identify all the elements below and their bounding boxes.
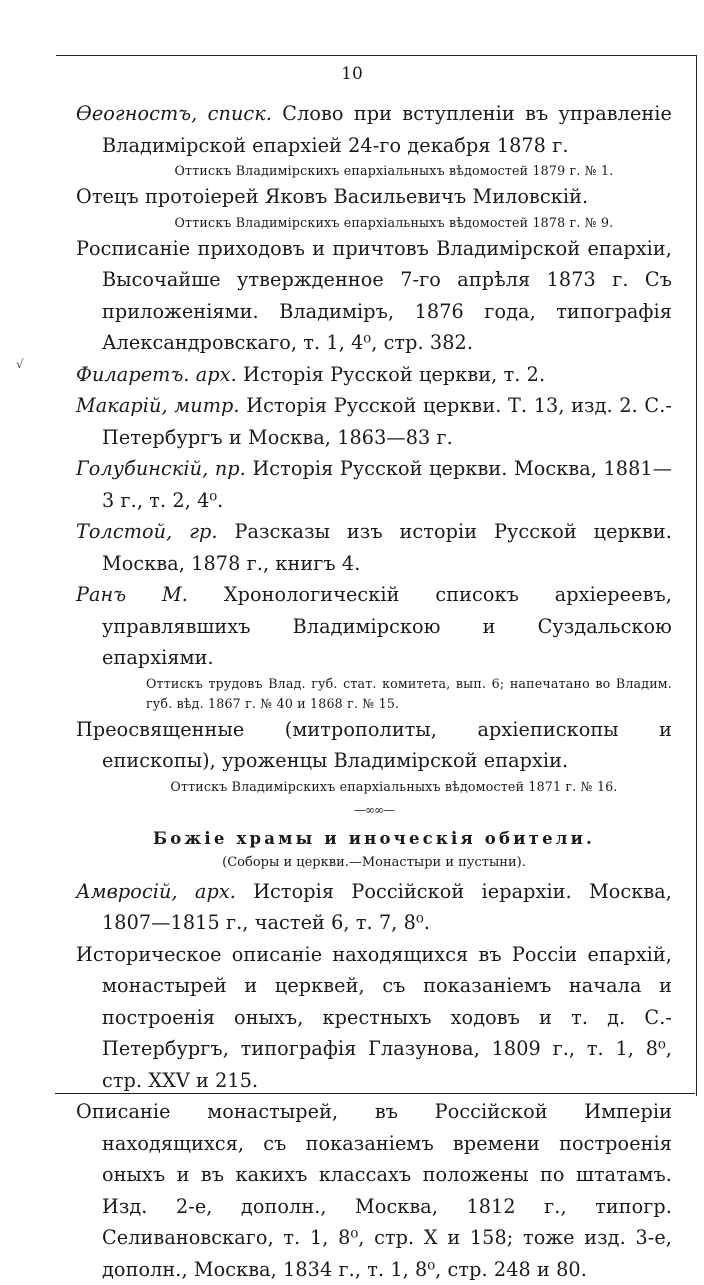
entry-text: Историческое описаніе находящихся въ Россіи епархій, монастырей и церквей, съ показаніемъ начала и построенія оныхъ, крестныхъ ходовъ и т. д. С.-Петербургъ, типографія Глазунова, 1809 г., т. 1, 8⁰, стр. XXV и 215. xyxy=(76,943,672,1092)
entry-author: Филаретъ. арх. xyxy=(76,363,237,386)
page-number: 10 xyxy=(0,64,704,84)
bibliography-note: Оттискъ Владимірскихъ епархіальныхъ вѣдомостей 1871 г. № 16. xyxy=(76,777,672,797)
bibliography-entry xyxy=(76,876,672,939)
entry-author: Амвросій, арх. xyxy=(76,880,236,903)
entry-author: Ранъ М. xyxy=(76,583,188,606)
bibliography-note: Оттискъ трудовъ Влад. губ. стат. комитета, вып. 6; напечатано во Владим. губ. вѣд. 1867 г. № 40 и 1868 г. № 15. xyxy=(76,674,672,714)
section-subheading: (Соборы и церкви.—Монастыри и пустыни). xyxy=(76,853,672,873)
bibliography-entry xyxy=(76,516,672,579)
entry-text: Исторія Русской церкви. Москва, 1881—3 г., т. 2, 4⁰. xyxy=(102,457,672,512)
entry-author: Макарій, митр. xyxy=(76,394,240,417)
entry-text: Хронологическій списокъ архіереевъ, управлявшихъ Владимірскою и Суздальскою епархіями. xyxy=(102,583,672,669)
bibliography-entry xyxy=(76,579,672,674)
entry-text: Описаніе монастырей, въ Россійской Имперіи находящихся, съ показаніемъ времени построенія оныхъ и въ какихъ классахъ положены по штатамъ. Изд. 2-е, дополн., Москва, 1812 г., типогр. Селивановскаго, т. 1, 8⁰, стр. X и 158; тоже изд. 3-е, дополн., Москва, 1834 г., т. 1, 8⁰, стр. 248 и 80. xyxy=(76,1100,672,1281)
bibliography-entry xyxy=(76,181,672,213)
bibliography-entry xyxy=(76,939,672,1097)
entry-text: Преосвященные (митрополиты, архіепископы и епископы), уроженцы Владимірской епархіи. xyxy=(76,718,672,773)
bibliography-entry xyxy=(76,98,672,161)
entries-bottom xyxy=(76,876,672,1285)
entry-text: Росписаніе приходовъ и причтовъ Владимірской епархіи, Высочайше утвержденное 7-го апрѣля 1873 г. Съ приложеніями. Владиміръ, 1876 года, типографія Александровскаго, т. 1, 4⁰, стр. 382. xyxy=(76,237,672,355)
entry-text: Отецъ протоіерей Яковъ Васильевичъ Миловскій. xyxy=(76,185,588,208)
bibliography-entry xyxy=(76,233,672,359)
margin-mark: √ xyxy=(16,357,24,371)
section-heading: Божіе храмы и иноческія обители. xyxy=(76,825,672,853)
bibliography-note: Оттискъ Владимірскихъ епархіальныхъ вѣдомостей 1878 г. № 9. xyxy=(76,213,672,233)
entry-author: Толстой, гр. xyxy=(76,520,218,543)
entry-text: Исторія Русской церкви, т. 2. xyxy=(243,363,545,386)
bibliography-entry xyxy=(76,390,672,453)
section-separator: —∞∞— xyxy=(76,801,672,819)
entry-text: Разсказы изъ исторіи Русской церкви. Москва, 1878 г., книгъ 4. xyxy=(102,520,672,575)
bibliography-entry xyxy=(76,714,672,777)
entry-text: Исторія Россійской іерархіи. Москва, 1807—1815 г., частей 6, т. 7, 8⁰. xyxy=(102,880,672,935)
bibliography-entry xyxy=(76,1096,672,1285)
bibliography-entry xyxy=(76,359,672,391)
bibliography-entry xyxy=(76,453,672,516)
entry-author: Өеогностъ, списк. xyxy=(76,102,272,125)
entries-top xyxy=(76,98,672,797)
entry-text: Исторія Русской церкви. Т. 13, изд. 2. С.-Петербургъ и Москва, 1863—83 г. xyxy=(102,394,672,449)
entry-text: Слово при вступленіи въ управленіе Владимірской епархіей 24-го декабря 1878 г. xyxy=(102,102,672,157)
bibliography-note: Оттискъ Владимірскихъ епархіальныхъ вѣдомостей 1879 г. № 1. xyxy=(76,161,672,181)
entry-author: Голубинскій, пр. xyxy=(76,457,246,480)
bibliography xyxy=(76,98,672,1285)
